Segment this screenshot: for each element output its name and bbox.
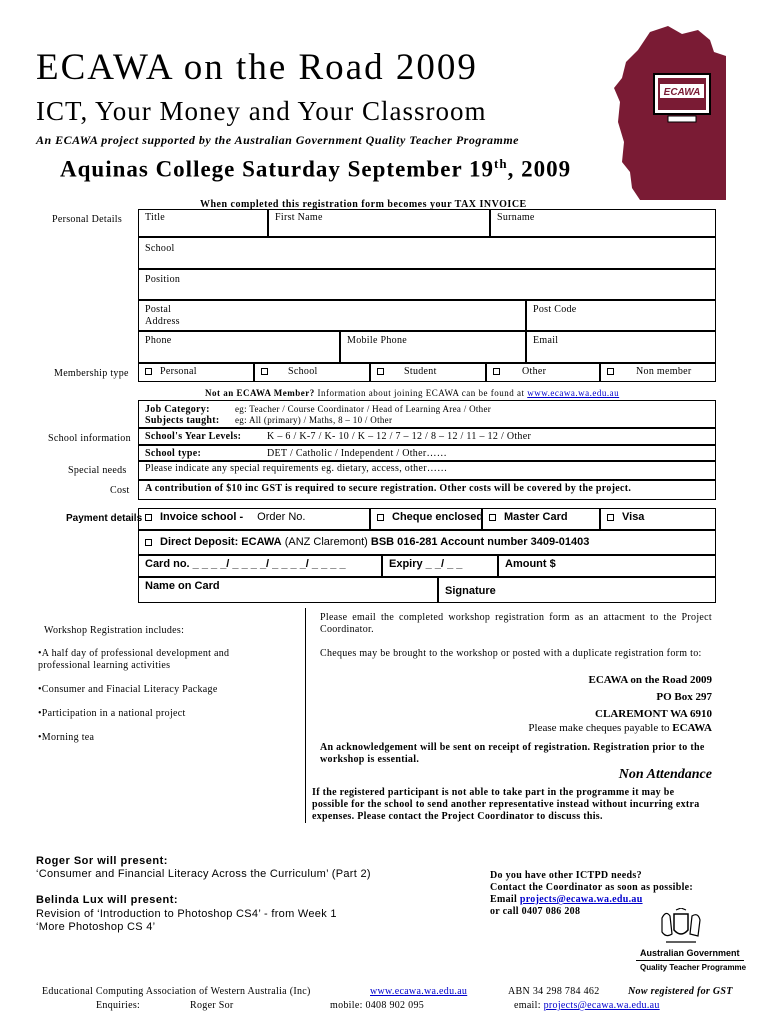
presenter-1-title: Roger Sor will present: (36, 855, 168, 867)
job-subjects-field[interactable]: Job Category: eg: Teacher / Course Coordinator / Head of Learning Area / Other Subjects taught: eg: All (primary) / Maths, 8 – 10 / Other (138, 400, 716, 428)
email-field[interactable]: Email (526, 331, 716, 363)
post-code-field[interactable]: Post Code (526, 300, 716, 331)
membership-personal[interactable]: Personal (138, 363, 254, 382)
title-field[interactable]: Title (138, 209, 268, 237)
footer-email-link[interactable]: projects@ecawa.wa.edu.au (543, 1000, 660, 1011)
footer-gst: Now registered for GST (628, 986, 733, 997)
workshop-include-item: •Consumer and Finacial Literacy Package (38, 684, 218, 695)
ictpd-email-link[interactable]: projects@ecawa.wa.edu.au (519, 894, 643, 905)
mastercard-option[interactable]: Master Card (482, 508, 600, 530)
non-attendance-title: Non Attendance (618, 767, 712, 782)
year-levels-field[interactable]: School's Year Levels: K – 6 / K-7 / K- 10 / K – 12 / 7 – 12 / 8 – 12 / 11 – 12 / Other (138, 428, 716, 445)
personal-details-label: Personal Details (52, 214, 123, 225)
surname-field[interactable]: Surname (490, 209, 716, 237)
visa-option[interactable]: Visa (600, 508, 716, 530)
payment-details-label: Payment details (66, 513, 143, 524)
cost-label: Cost (110, 485, 130, 496)
workshop-include-item: •Morning tea (38, 732, 95, 743)
support-line: An ECAWA project supported by the Australian Government Quality Teacher Programme (36, 133, 519, 147)
school-field[interactable]: School (138, 237, 716, 269)
first-name-field[interactable]: First Name (268, 209, 490, 237)
coat-of-arms-icon (656, 908, 706, 946)
membership-other[interactable]: Other (486, 363, 600, 382)
membership-label: Membership type (54, 368, 129, 379)
ecawa-logo-text: ECAWA (663, 87, 701, 98)
footer-email: email: projects@ecawa.wa.edu.au (514, 1000, 660, 1011)
email-instructions: Please email the completed workshop registration form as an attacment to the Project Coordinator. (320, 612, 712, 635)
footer-enquiries-label: Enquiries: (96, 1000, 141, 1011)
footer-website-link[interactable]: www.ecawa.wa.edu.au (370, 986, 468, 997)
checkbox-icon[interactable] (145, 514, 152, 521)
ictpd-contact: Do you have other ICTPD needs? Contact the Coordinator as soon as possible: Email projects@ecawa.wa.edu.au or call 0407 086 208 (490, 870, 694, 917)
gov-logo-line1: Australian Government (640, 948, 740, 958)
footer-org: Educational Computing Association of Western Australia (Inc) (42, 986, 311, 997)
signature-field[interactable]: Signature (438, 577, 716, 603)
workshop-include-item: •A half day of professional development and professional learning activities (38, 648, 230, 671)
ecawa-map-logo (610, 22, 730, 202)
membership-student[interactable]: Student (370, 363, 486, 382)
checkbox-icon[interactable] (607, 368, 614, 375)
amount-field[interactable]: Amount $ (498, 555, 716, 577)
expiry-field[interactable]: Expiry _ _/ _ _ (382, 555, 498, 577)
cheque-enclosed-option[interactable]: Cheque enclosed (370, 508, 482, 530)
checkbox-icon[interactable] (261, 368, 268, 375)
school-type-field[interactable]: School type: DET / Catholic / Independent / Other…… (138, 445, 716, 462)
gov-logo-divider (636, 960, 744, 961)
membership-non-member[interactable]: Non member (600, 363, 716, 382)
presenter-2-title: Belinda Lux will present: (36, 894, 179, 906)
special-needs-label: Special needs (68, 465, 127, 476)
checkbox-icon[interactable] (607, 514, 614, 521)
gov-logo-line2: Quality Teacher Programme (640, 963, 747, 972)
school-info-label: School information (48, 433, 131, 444)
column-divider (305, 608, 306, 823)
direct-deposit-option[interactable]: Direct Deposit: ECAWA (ANZ Claremont) BSB 016-281 Account number 3409-01403 (138, 530, 716, 555)
ecawa-website-link[interactable]: www.ecawa.wa.edu.au (527, 388, 620, 398)
cheque-instructions: Cheques may be brought to the workshop or posted with a duplicate registration form to: (320, 648, 702, 659)
footer-enquiries-name: Roger Sor (190, 1000, 234, 1011)
payable-note: Please make cheques payable to ECAWA (528, 722, 712, 734)
checkbox-icon[interactable] (493, 368, 500, 375)
workshop-includes-title: Workshop Registration includes: (44, 625, 185, 636)
checkbox-icon[interactable] (145, 539, 152, 546)
checkbox-icon[interactable] (377, 514, 384, 521)
page-subtitle: ICT, Your Money and Your Classroom (36, 96, 487, 126)
non-attendance-text: If the registered participant is not able to take part in the programme it may be possible for the school to send another representative instead without incurring extra expenses. Please contact the Project Coordinator to discuss this. (312, 787, 700, 822)
mobile-field[interactable]: Mobile Phone (340, 331, 526, 363)
tax-invoice-note: When completed this registration form becomes your TAX INVOICE (200, 199, 527, 210)
checkbox-icon[interactable] (145, 368, 152, 375)
phone-field[interactable]: Phone (138, 331, 340, 363)
postal-address-block: ECAWA on the Road 2009 PO Box 297 CLAREMONT WA 6910 (588, 674, 712, 720)
checkbox-icon[interactable] (489, 514, 496, 521)
footer-abn: ABN 34 298 784 462 (508, 986, 600, 997)
membership-school[interactable]: School (254, 363, 370, 382)
invoice-school-option[interactable]: Invoice school - Order No. (138, 508, 370, 530)
presenter-1-topic: ‘Consumer and Financial Literacy Across the Curriculum’ (Part 2) (36, 868, 371, 880)
page-title: ECAWA on the Road 2009 (36, 47, 478, 88)
postal-address-field[interactable]: Postal Address (138, 300, 526, 331)
checkbox-icon[interactable] (377, 368, 384, 375)
presenter-2-topic-1: Revision of ‘Introduction to Photoshop CS4’ - from Week 1 (36, 908, 337, 920)
special-needs-field[interactable]: Please indicate any special requirements eg. dietary, access, other…… (138, 460, 716, 480)
presenter-2-topic-2: ‘More Photoshop CS 4’ (36, 921, 156, 933)
cost-field: A contribution of $10 inc GST is required to secure registration. Other costs will be covered by the project. (138, 480, 716, 500)
name-on-card-field[interactable]: Name on Card (138, 577, 438, 603)
venue-heading: Aquinas College Saturday September 19th, 2009 (60, 156, 572, 182)
card-number-field[interactable]: Card no. _ _ _ _/ _ _ _ _/ _ _ _ _/ _ _ _ _ (138, 555, 382, 577)
workshop-include-item: •Participation in a national project (38, 708, 186, 719)
position-field[interactable]: Position (138, 269, 716, 300)
not-member-note: Not an ECAWA Member? Information about joining ECAWA can be found at www.ecawa.wa.edu.au (205, 388, 620, 398)
footer-mobile: mobile: 0408 902 095 (330, 1000, 425, 1011)
acknowledgement-note: An acknowledgement will be sent on receipt of registration. Registration prior to the workshop is essential. (320, 742, 705, 765)
